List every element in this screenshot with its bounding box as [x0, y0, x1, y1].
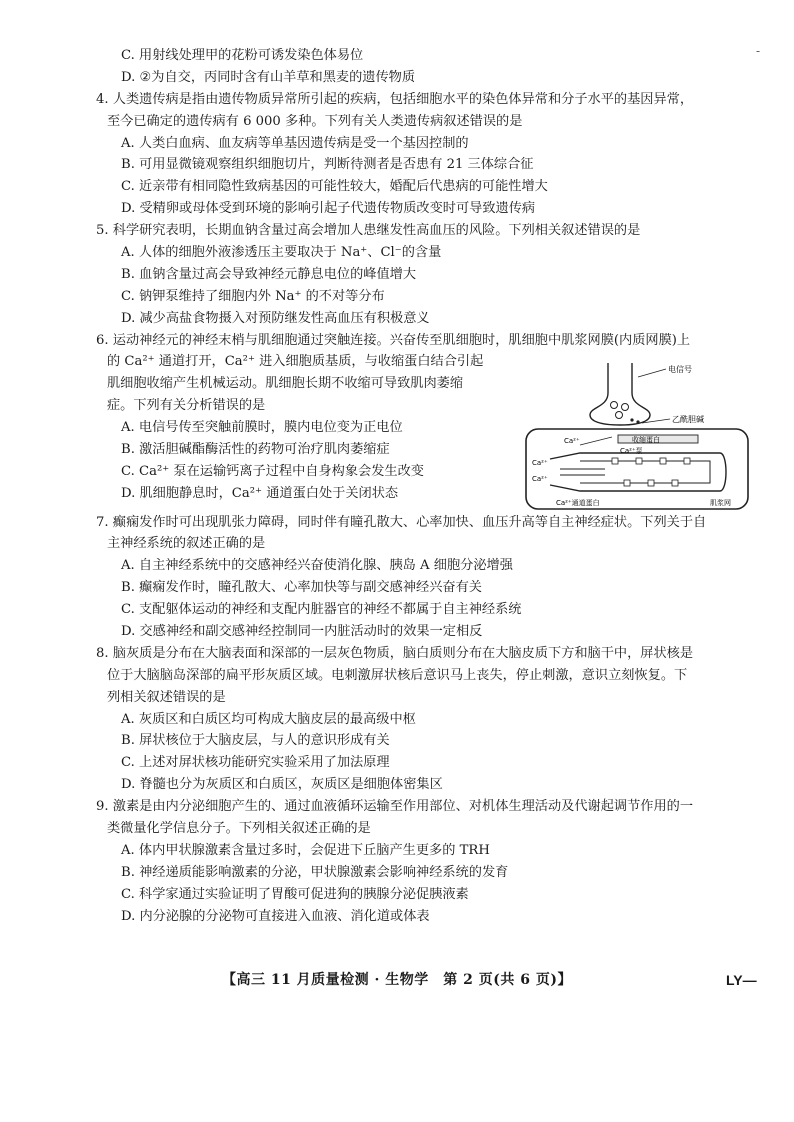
question-7-stem-line-2: 主神经系统的叙述正确的是 — [107, 536, 266, 552]
calcium-channel-icon — [612, 458, 618, 464]
question-4 — [96, 92, 756, 218]
question-6 — [96, 333, 756, 511]
arrow-line — [580, 437, 612, 445]
label-electric-signal: 电信号 — [668, 364, 692, 374]
option-7b: B. 癫痫发作时，瞳孔散大、心率加快等与副交感神经兴奋有关 — [121, 580, 482, 596]
vesicle-icon — [622, 403, 629, 410]
label-contractile-protein: 收缩蛋白 — [632, 435, 660, 444]
option-4c: C. 近亲带有相同隐性致病基因的可能性较大，婚配后代患病的可能性增大 — [121, 179, 548, 195]
question-8-stem-line-2: 位于大脑脑岛深部的扁平形灰质区域。电刺激屏状核后意识马上丧失，停止刺激，意识立刻恢复。下 — [107, 667, 688, 683]
calcium-channel-icon — [624, 480, 630, 486]
question-8-stem-line-1: 8. 脑灰质是分布在大脑表面和深部的一层灰色物质，脑白质则分布在大脑皮质下方和脑干中，屏状核是 — [96, 645, 694, 661]
label-calcium: Ca²⁺ — [564, 436, 580, 445]
option-8c: C. 上述对屏状核功能研究实验采用了加法原理 — [121, 755, 390, 771]
vesicle-icon — [611, 401, 618, 408]
signal-pointer-line — [638, 369, 666, 377]
option-4b: B. 可用显微镜观察组织细胞切片，判断待测者是否患有 21 三体综合征 — [121, 157, 534, 173]
footer-code: LY— — [726, 972, 757, 988]
option-3d: D. ②为自交，丙同时含有山羊草和黑麦的遗传物质 — [121, 69, 416, 85]
question-6-options — [96, 420, 501, 503]
label-calcium: Ca²⁺ — [532, 474, 548, 483]
calcium-channel-icon — [660, 458, 666, 464]
question-4-stem-line-1: 4. 人类遗传病是指由遗传物质异常所引起的疾病，包括细胞水平的染色体异常和分子水平的基因异常， — [96, 91, 694, 107]
label-calcium-channel: Ca²⁺通道蛋白 — [556, 498, 600, 507]
question-5 — [96, 223, 756, 327]
synapse-muscle-diagram — [520, 363, 756, 513]
option-6c: C. Ca²⁺ 泵在运输钙离子过程中自身构象会发生改变 — [121, 463, 424, 479]
option-8b: B. 屏状核位于大脑皮层，与人的意识形成有关 — [121, 733, 390, 749]
option-4a: A. 人类白血病、血友病等单基因遗传病是受一个基因控制的 — [121, 135, 469, 151]
option-6d: D. 肌细胞静息时，Ca²⁺ 通道蛋白处于关闭状态 — [121, 485, 399, 501]
option-6b: B. 激活胆碱酯酶活性的药物可治疗肌肉萎缩症 — [121, 442, 390, 458]
option-7c: C. 支配躯体运动的神经和支配内脏器官的神经不都属于自主神经系统 — [121, 602, 522, 618]
option-7a: A. 自主神经系统中的交感神经兴奋使消化腺、胰岛 A 细胞分泌增强 — [121, 558, 513, 574]
option-4d: D. 受精卵或母体受到环境的影响引起子代遗传物质改变时可导致遗传病 — [121, 201, 536, 217]
option-5a: A. 人体的细胞外液渗透压主要取决于 Na⁺、Cl⁻的含量 — [121, 245, 442, 261]
calcium-channel-icon — [648, 480, 654, 486]
question-9-stem-line-1: 9. 激素是由内分泌细胞产生的、通过血液循环运输至作用部位、对机体生理活动及代谢起调节作用的一 — [96, 799, 694, 815]
vesicle-icon — [616, 411, 623, 418]
page-footer: 【高三 11 月质量检测 · 生物学 第 2 页(共 6 页)】 — [221, 972, 573, 988]
option-9a: A. 体内甲状腺激素含量过多时，会促进下丘脑产生更多的 TRH — [121, 842, 490, 858]
question-content — [96, 48, 756, 931]
question-8-stem-line-3: 列相关叙述错误的是 — [107, 689, 226, 705]
option-9c: C. 科学家通过实验证明了胃酸可促进狗的胰腺分泌促胰液素 — [121, 886, 469, 902]
option-3c: C. 用射线处理甲的花粉可诱发染色体易位 — [121, 48, 364, 63]
ach-dot — [636, 420, 639, 423]
question-8 — [96, 646, 756, 794]
ach-dot — [630, 418, 633, 421]
label-calcium: Ca²⁺ — [532, 458, 548, 467]
label-sarcoplasmic-reticulum: 肌浆网 — [710, 498, 731, 507]
question-7-stem-line-1: 7. 癫痫发作时可出现肌张力障碍，同时伴有瞳孔散大、心率加快、血压升高等自主神经症状。下列关于自 — [96, 514, 707, 530]
sarcoplasmic-reticulum-inner — [580, 461, 710, 483]
option-5c: C. 钠钾泵维持了细胞内外 Na⁺ 的不对等分布 — [121, 288, 385, 304]
question-6-stem-line-4: 症。下列有关分析错误的是 — [107, 398, 266, 414]
label-acetylcholine: 乙酰胆碱 — [672, 414, 704, 424]
label-calcium-pump: Ca²⁺泵 — [620, 446, 643, 455]
corner-mark: - — [756, 44, 761, 58]
option-9b: B. 神经递质能影响激素的分泌，甲状腺激素会影响神经系统的发育 — [121, 864, 509, 880]
question-3-tail — [96, 48, 756, 87]
question-5-stem: 5. 科学研究表明，长期血钠含量过高会增加人患继发性高血压的风险。下列相关叙述错误的是 — [96, 223, 641, 239]
axon-terminal-shape — [590, 363, 650, 425]
calcium-channel-icon — [672, 480, 678, 486]
question-9 — [96, 799, 756, 925]
question-6-left-column — [96, 354, 501, 502]
option-8d: D. 脊髓也分为灰质区和白质区，灰质区是细胞体密集区 — [121, 777, 443, 793]
question-6-stem-line-1: 6. 运动神经元的神经末梢与肌细胞通过突触连接。兴奋传至肌细胞时，肌细胞中肌浆网膜(内质网膜)上 — [96, 332, 691, 348]
option-6a: A. 电信号传至突触前膜时，膜内电位变为正电位 — [121, 420, 403, 436]
question-4-stem-line-2: 至今已确定的遗传病有 6 000 多种。下列有关人类遗传病叙述错误的是 — [107, 113, 523, 129]
option-5b: B. 血钠含量过高会导致神经元静息电位的峰值增大 — [121, 266, 417, 282]
option-7d: D. 交感神经和副交感神经控制同一内脏活动时的效果一定相反 — [121, 624, 483, 640]
question-7 — [96, 515, 756, 641]
question-6-stem-line-3: 肌细胞收缩产生机械运动。肌细胞长期不收缩可导致肌肉萎缩 — [107, 376, 464, 392]
question-6-stem-line-2: 的 Ca²⁺ 通道打开，Ca²⁺ 进入细胞质基质，与收缩蛋白结合引起 — [107, 354, 484, 370]
option-8a: A. 灰质区和白质区均可构成大脑皮层的最高级中枢 — [121, 711, 416, 727]
option-5d: D. 减少高盐食物摄入对预防继发性高血压有积极意义 — [121, 310, 430, 326]
calcium-channel-icon — [684, 458, 690, 464]
question-9-stem-line-2: 类微量化学信息分子。下列相关叙述正确的是 — [107, 821, 371, 837]
calcium-channel-icon — [636, 458, 642, 464]
option-9d: D. 内分泌腺的分泌物可直接进入血液、消化道或体表 — [121, 908, 430, 924]
